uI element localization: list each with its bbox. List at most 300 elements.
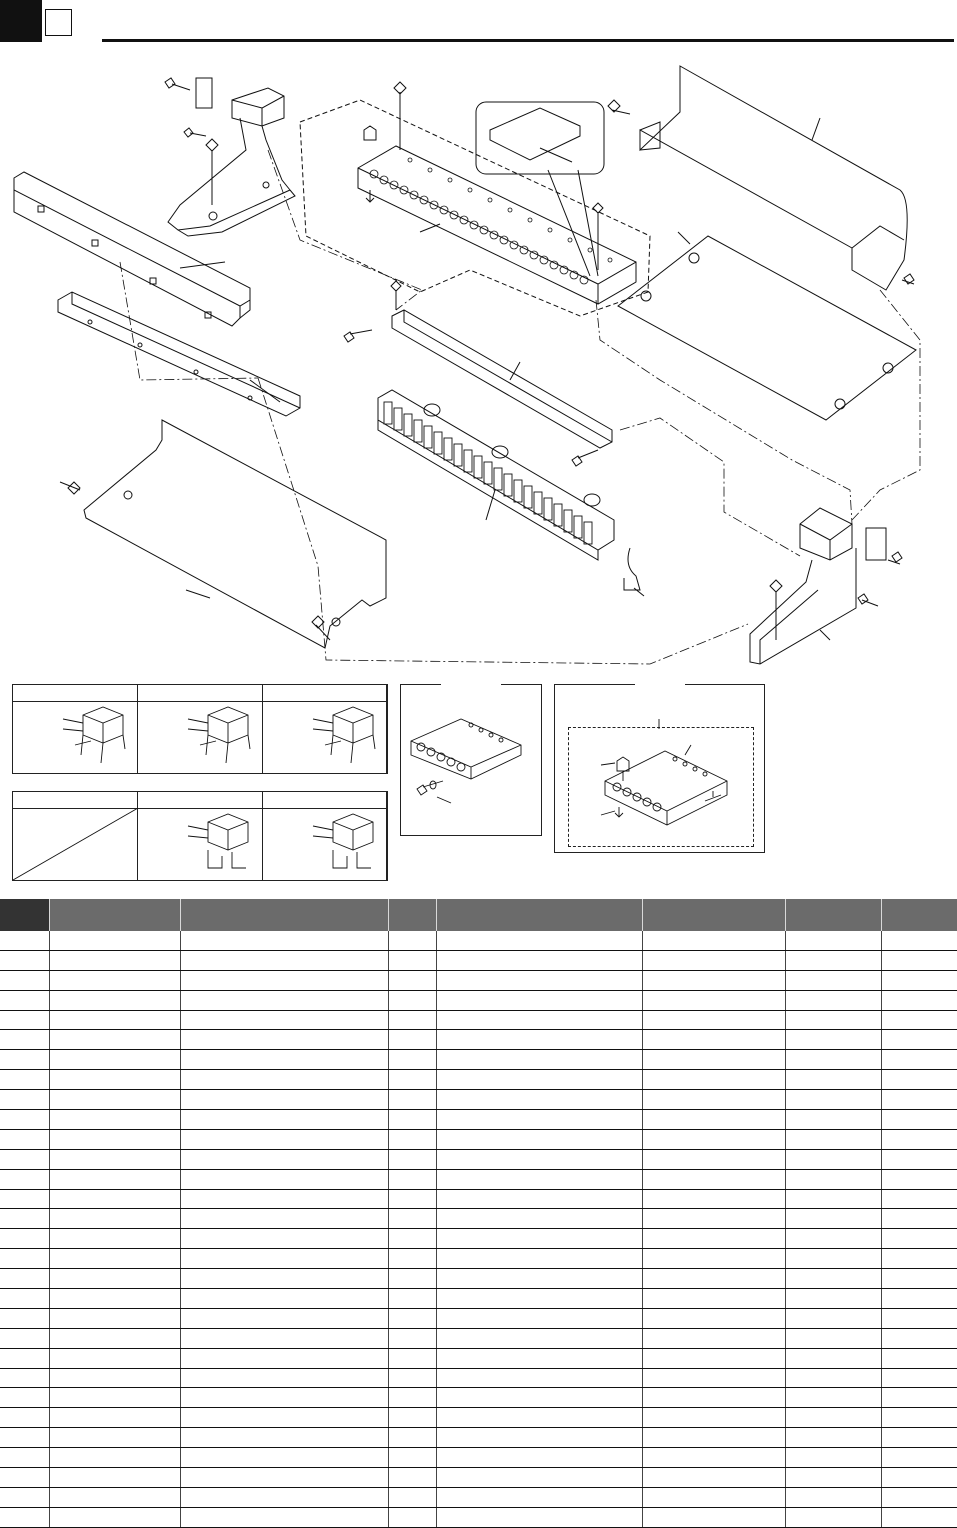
- table-cell: [181, 1011, 389, 1030]
- table-cell: [389, 1468, 437, 1487]
- table-cell: [437, 1488, 643, 1507]
- bracket-variant-sketches-b: [13, 808, 387, 880]
- table-cell: [643, 951, 786, 970]
- table-cell: [437, 1070, 643, 1089]
- table-row: [0, 1408, 957, 1428]
- table-cell: [181, 1249, 389, 1268]
- table-cell: [389, 1508, 437, 1527]
- table-cell: [50, 1150, 181, 1169]
- table-cell: [181, 1050, 389, 1069]
- table-cell: [643, 1030, 786, 1049]
- table-cell: [0, 1289, 50, 1308]
- right-plate: [618, 232, 916, 420]
- table-cell: [0, 1388, 50, 1407]
- table-cell: [50, 1110, 181, 1129]
- table-cell: [181, 1229, 389, 1248]
- table-cell: [437, 971, 643, 990]
- table-row: [0, 1011, 957, 1031]
- table-cell: [786, 1011, 882, 1030]
- table-cell: [50, 1269, 181, 1288]
- table-cell: [50, 1468, 181, 1487]
- table-cell: [643, 1309, 786, 1328]
- table-row: [0, 1508, 957, 1528]
- table-cell: [50, 1229, 181, 1248]
- table-cell: [786, 1349, 882, 1368]
- table-cell: [437, 1508, 643, 1527]
- table-cell: [643, 1428, 786, 1447]
- manifold-inset-bubble: [476, 102, 604, 276]
- table-cell: [389, 1388, 437, 1407]
- table-row: [0, 1388, 957, 1408]
- table-cell: [389, 1150, 437, 1169]
- table-row: [0, 1190, 957, 1210]
- table-cell: [882, 931, 957, 950]
- table-cell: [181, 1349, 389, 1368]
- table-cell: [437, 1448, 643, 1467]
- table-cell: [181, 1329, 389, 1348]
- table-cell: [437, 951, 643, 970]
- table-cell: [643, 1050, 786, 1069]
- table-cell: [181, 1388, 389, 1407]
- table-cell: [389, 1050, 437, 1069]
- table-cell: [389, 1349, 437, 1368]
- table-cell: [437, 1170, 643, 1189]
- table-cell: [882, 1269, 957, 1288]
- table-cell: [389, 1090, 437, 1109]
- table-cell: [786, 1130, 882, 1149]
- exploded-parts-drawing: [0, 50, 957, 680]
- table-cell: [181, 1170, 389, 1189]
- not-applicable-diagonal: [13, 808, 138, 880]
- table-cell: [786, 1110, 882, 1129]
- table-cell: [0, 1150, 50, 1169]
- parts-list-table: [0, 899, 957, 1528]
- table-cell: [643, 1070, 786, 1089]
- left-top-bracket: [165, 78, 295, 236]
- table-cell: [0, 1309, 50, 1328]
- table-cell: [181, 991, 389, 1010]
- table-row: [0, 1030, 957, 1050]
- table-cell: [643, 1190, 786, 1209]
- table-row: [0, 1428, 957, 1448]
- table-cell: [786, 1170, 882, 1189]
- table-cell: [50, 1369, 181, 1388]
- table-cell: [50, 1448, 181, 1467]
- table-cell: [389, 1070, 437, 1089]
- table-cell: [882, 1190, 957, 1209]
- table-cell: [181, 931, 389, 950]
- table-cell: [181, 1150, 389, 1169]
- table-cell: [181, 1209, 389, 1228]
- table-cell: [0, 1349, 50, 1368]
- table-row: [0, 1130, 957, 1150]
- left-rail: [14, 172, 250, 326]
- table-cell: [882, 1369, 957, 1388]
- table-cell: [437, 1130, 643, 1149]
- table-cell: [437, 1269, 643, 1288]
- table-cell: [181, 1408, 389, 1427]
- table-cell: [786, 971, 882, 990]
- table-cell: [786, 1289, 882, 1308]
- table-cell: [389, 1488, 437, 1507]
- section-letter-box: [45, 9, 72, 36]
- table-row: [0, 1229, 957, 1249]
- table-cell: [437, 1349, 643, 1368]
- table-cell: [437, 1190, 643, 1209]
- table-row: [0, 1209, 957, 1229]
- table-cell: [882, 1448, 957, 1467]
- table-cell: [786, 1050, 882, 1069]
- table-row: [0, 1269, 957, 1289]
- table-cell: [882, 1050, 957, 1069]
- table-cell: [437, 1249, 643, 1268]
- table-cell: [437, 1408, 643, 1427]
- table-cell: [437, 931, 643, 950]
- table-cell: [0, 1468, 50, 1487]
- table-cell: [181, 1269, 389, 1288]
- table-cell: [389, 971, 437, 990]
- detail-panel-a: [12, 684, 388, 774]
- table-cell: [437, 1110, 643, 1129]
- left-channel: [58, 292, 300, 416]
- table-cell: [389, 1309, 437, 1328]
- table-cell: [882, 1388, 957, 1407]
- table-cell: [0, 1428, 50, 1447]
- bracket-variant-sketches: [13, 701, 387, 773]
- table-cell: [882, 1229, 957, 1248]
- table-cell: [882, 971, 957, 990]
- table-cell: [50, 1209, 181, 1228]
- table-cell: [882, 951, 957, 970]
- col-header-8: [882, 899, 957, 931]
- table-cell: [50, 1428, 181, 1447]
- table-cell: [50, 1408, 181, 1427]
- top-manifold-block: [358, 82, 636, 304]
- col-header-3: [181, 899, 389, 931]
- right-top-cover: [608, 66, 914, 290]
- table-cell: [0, 1030, 50, 1049]
- table-cell: [643, 1209, 786, 1228]
- table-cell: [0, 1448, 50, 1467]
- table-cell: [181, 1090, 389, 1109]
- col-header-4: [389, 899, 437, 931]
- table-cell: [50, 931, 181, 950]
- table-cell: [389, 1369, 437, 1388]
- table-cell: [389, 1011, 437, 1030]
- table-cell: [389, 1289, 437, 1308]
- table-cell: [181, 1130, 389, 1149]
- table-cell: [786, 1209, 882, 1228]
- table-cell: [786, 1408, 882, 1427]
- table-cell: [181, 951, 389, 970]
- table-cell: [389, 1249, 437, 1268]
- table-cell: [0, 971, 50, 990]
- parts-table-body: [0, 931, 957, 1528]
- table-cell: [786, 1468, 882, 1487]
- table-cell: [50, 1030, 181, 1049]
- table-cell: [181, 1468, 389, 1487]
- table-row: [0, 1050, 957, 1070]
- table-cell: [181, 1428, 389, 1447]
- table-cell: [437, 1468, 643, 1487]
- table-cell: [437, 1050, 643, 1069]
- table-cell: [786, 1190, 882, 1209]
- table-cell: [786, 1309, 882, 1328]
- table-cell: [882, 991, 957, 1010]
- table-row: [0, 931, 957, 951]
- table-row: [0, 1468, 957, 1488]
- table-cell: [389, 1269, 437, 1288]
- table-row: [0, 1488, 957, 1508]
- table-cell: [50, 1170, 181, 1189]
- table-cell: [786, 1229, 882, 1248]
- table-cell: [389, 931, 437, 950]
- table-cell: [181, 1190, 389, 1209]
- table-cell: [643, 1349, 786, 1368]
- table-cell: [0, 1050, 50, 1069]
- table-cell: [389, 1329, 437, 1348]
- table-cell: [50, 1349, 181, 1368]
- table-cell: [437, 1309, 643, 1328]
- table-cell: [882, 1130, 957, 1149]
- table-cell: [786, 1329, 882, 1348]
- table-cell: [643, 1269, 786, 1288]
- table-cell: [786, 1249, 882, 1268]
- table-cell: [50, 1508, 181, 1527]
- col-header-1: [0, 899, 50, 931]
- table-cell: [437, 1011, 643, 1030]
- table-row: [0, 1170, 957, 1190]
- table-cell: [181, 1488, 389, 1507]
- table-cell: [0, 1329, 50, 1348]
- table-cell: [643, 1170, 786, 1189]
- table-cell: [0, 931, 50, 950]
- table-cell: [643, 1090, 786, 1109]
- table-cell: [437, 1369, 643, 1388]
- table-row: [0, 1289, 957, 1309]
- table-cell: [181, 1448, 389, 1467]
- table-cell: [882, 1150, 957, 1169]
- detail-panel-c: [400, 684, 542, 836]
- table-cell: [643, 971, 786, 990]
- table-row: [0, 991, 957, 1011]
- table-cell: [50, 1130, 181, 1149]
- table-cell: [643, 1229, 786, 1248]
- table-cell: [0, 1090, 50, 1109]
- table-cell: [643, 1468, 786, 1487]
- table-cell: [882, 1011, 957, 1030]
- table-cell: [50, 1249, 181, 1268]
- right-bottom-bracket: [750, 508, 902, 664]
- table-cell: [389, 1170, 437, 1189]
- table-cell: [181, 1309, 389, 1328]
- table-cell: [437, 991, 643, 1010]
- table-cell: [643, 1011, 786, 1030]
- table-cell: [50, 991, 181, 1010]
- table-cell: [643, 1488, 786, 1507]
- table-row: [0, 1150, 957, 1170]
- table-cell: [50, 1090, 181, 1109]
- col-header-7: [786, 899, 882, 931]
- table-cell: [389, 991, 437, 1010]
- table-cell: [786, 1448, 882, 1467]
- table-cell: [437, 1388, 643, 1407]
- table-cell: [437, 1090, 643, 1109]
- col-header-2: [50, 899, 181, 931]
- table-cell: [0, 1070, 50, 1089]
- table-cell: [786, 1369, 882, 1388]
- table-cell: [643, 1408, 786, 1427]
- cable-clip: [624, 548, 644, 596]
- table-row: [0, 971, 957, 991]
- table-cell: [882, 1249, 957, 1268]
- table-cell: [389, 1408, 437, 1427]
- section-marker-block: [0, 0, 42, 42]
- table-cell: [389, 1030, 437, 1049]
- table-cell: [0, 1369, 50, 1388]
- table-cell: [0, 951, 50, 970]
- table-cell: [882, 1349, 957, 1368]
- table-cell: [786, 1269, 882, 1288]
- header-rule: [102, 39, 954, 42]
- table-cell: [882, 1289, 957, 1308]
- table-cell: [389, 1110, 437, 1129]
- table-row: [0, 1249, 957, 1269]
- table-cell: [882, 1468, 957, 1487]
- table-cell: [786, 991, 882, 1010]
- table-cell: [50, 1488, 181, 1507]
- table-cell: [643, 1130, 786, 1149]
- table-cell: [50, 1011, 181, 1030]
- table-cell: [643, 1388, 786, 1407]
- table-cell: [786, 1388, 882, 1407]
- table-cell: [882, 1508, 957, 1527]
- table-cell: [786, 1488, 882, 1507]
- detail-panel-b: [12, 791, 388, 881]
- table-cell: [181, 1369, 389, 1388]
- table-cell: [181, 1030, 389, 1049]
- table-row: [0, 1090, 957, 1110]
- table-cell: [181, 1508, 389, 1527]
- table-row: [0, 1349, 957, 1369]
- table-cell: [181, 1289, 389, 1308]
- table-cell: [437, 1209, 643, 1228]
- table-cell: [50, 1050, 181, 1069]
- table-cell: [0, 991, 50, 1010]
- table-cell: [643, 931, 786, 950]
- table-cell: [437, 1150, 643, 1169]
- table-cell: [882, 1030, 957, 1049]
- table-cell: [0, 1229, 50, 1248]
- table-cell: [786, 951, 882, 970]
- table-cell: [389, 1428, 437, 1447]
- table-cell: [882, 1408, 957, 1427]
- table-cell: [50, 971, 181, 990]
- table-cell: [0, 1488, 50, 1507]
- table-cell: [882, 1070, 957, 1089]
- detail-panel-d: [554, 684, 765, 853]
- manifold-screw-detail: [401, 685, 541, 835]
- table-cell: [0, 1249, 50, 1268]
- table-row: [0, 1070, 957, 1090]
- table-cell: [786, 1090, 882, 1109]
- table-cell: [50, 1329, 181, 1348]
- table-cell: [437, 1428, 643, 1447]
- table-cell: [0, 1508, 50, 1527]
- table-cell: [181, 1070, 389, 1089]
- table-cell: [643, 1369, 786, 1388]
- valve-array: [378, 390, 614, 560]
- table-cell: [389, 1130, 437, 1149]
- table-cell: [786, 1030, 882, 1049]
- table-cell: [643, 1508, 786, 1527]
- table-cell: [389, 1448, 437, 1467]
- table-cell: [389, 1190, 437, 1209]
- bottom-left-plate: [60, 420, 386, 648]
- table-cell: [437, 1329, 643, 1348]
- table-row: [0, 1110, 957, 1130]
- table-cell: [0, 1130, 50, 1149]
- table-cell: [437, 1030, 643, 1049]
- table-cell: [0, 1190, 50, 1209]
- table-cell: [50, 1289, 181, 1308]
- parts-table-header: [0, 899, 957, 931]
- table-cell: [437, 1229, 643, 1248]
- table-cell: [389, 951, 437, 970]
- table-cell: [643, 1110, 786, 1129]
- table-cell: [0, 1011, 50, 1030]
- table-cell: [643, 1289, 786, 1308]
- table-cell: [50, 1388, 181, 1407]
- table-cell: [0, 1269, 50, 1288]
- mounting-bar: [344, 281, 612, 466]
- table-cell: [643, 1249, 786, 1268]
- table-row: [0, 1448, 957, 1468]
- table-cell: [882, 1329, 957, 1348]
- table-cell: [50, 1190, 181, 1209]
- table-cell: [786, 1428, 882, 1447]
- table-cell: [786, 1150, 882, 1169]
- table-cell: [882, 1209, 957, 1228]
- table-row: [0, 1369, 957, 1389]
- table-cell: [389, 1209, 437, 1228]
- table-row: [0, 1329, 957, 1349]
- table-cell: [786, 1508, 882, 1527]
- table-cell: [0, 1408, 50, 1427]
- table-cell: [882, 1428, 957, 1447]
- table-cell: [0, 1110, 50, 1129]
- table-cell: [0, 1209, 50, 1228]
- col-header-5: [437, 899, 643, 931]
- table-cell: [882, 1170, 957, 1189]
- table-cell: [786, 931, 882, 950]
- table-cell: [882, 1309, 957, 1328]
- table-cell: [882, 1110, 957, 1129]
- table-cell: [0, 1170, 50, 1189]
- table-row: [0, 1309, 957, 1329]
- table-cell: [389, 1229, 437, 1248]
- table-cell: [437, 1289, 643, 1308]
- table-cell: [786, 1070, 882, 1089]
- table-cell: [882, 1488, 957, 1507]
- table-cell: [181, 1110, 389, 1129]
- table-cell: [643, 1150, 786, 1169]
- table-cell: [50, 1309, 181, 1328]
- table-cell: [643, 991, 786, 1010]
- table-cell: [643, 1329, 786, 1348]
- table-cell: [882, 1090, 957, 1109]
- col-header-6: [643, 899, 786, 931]
